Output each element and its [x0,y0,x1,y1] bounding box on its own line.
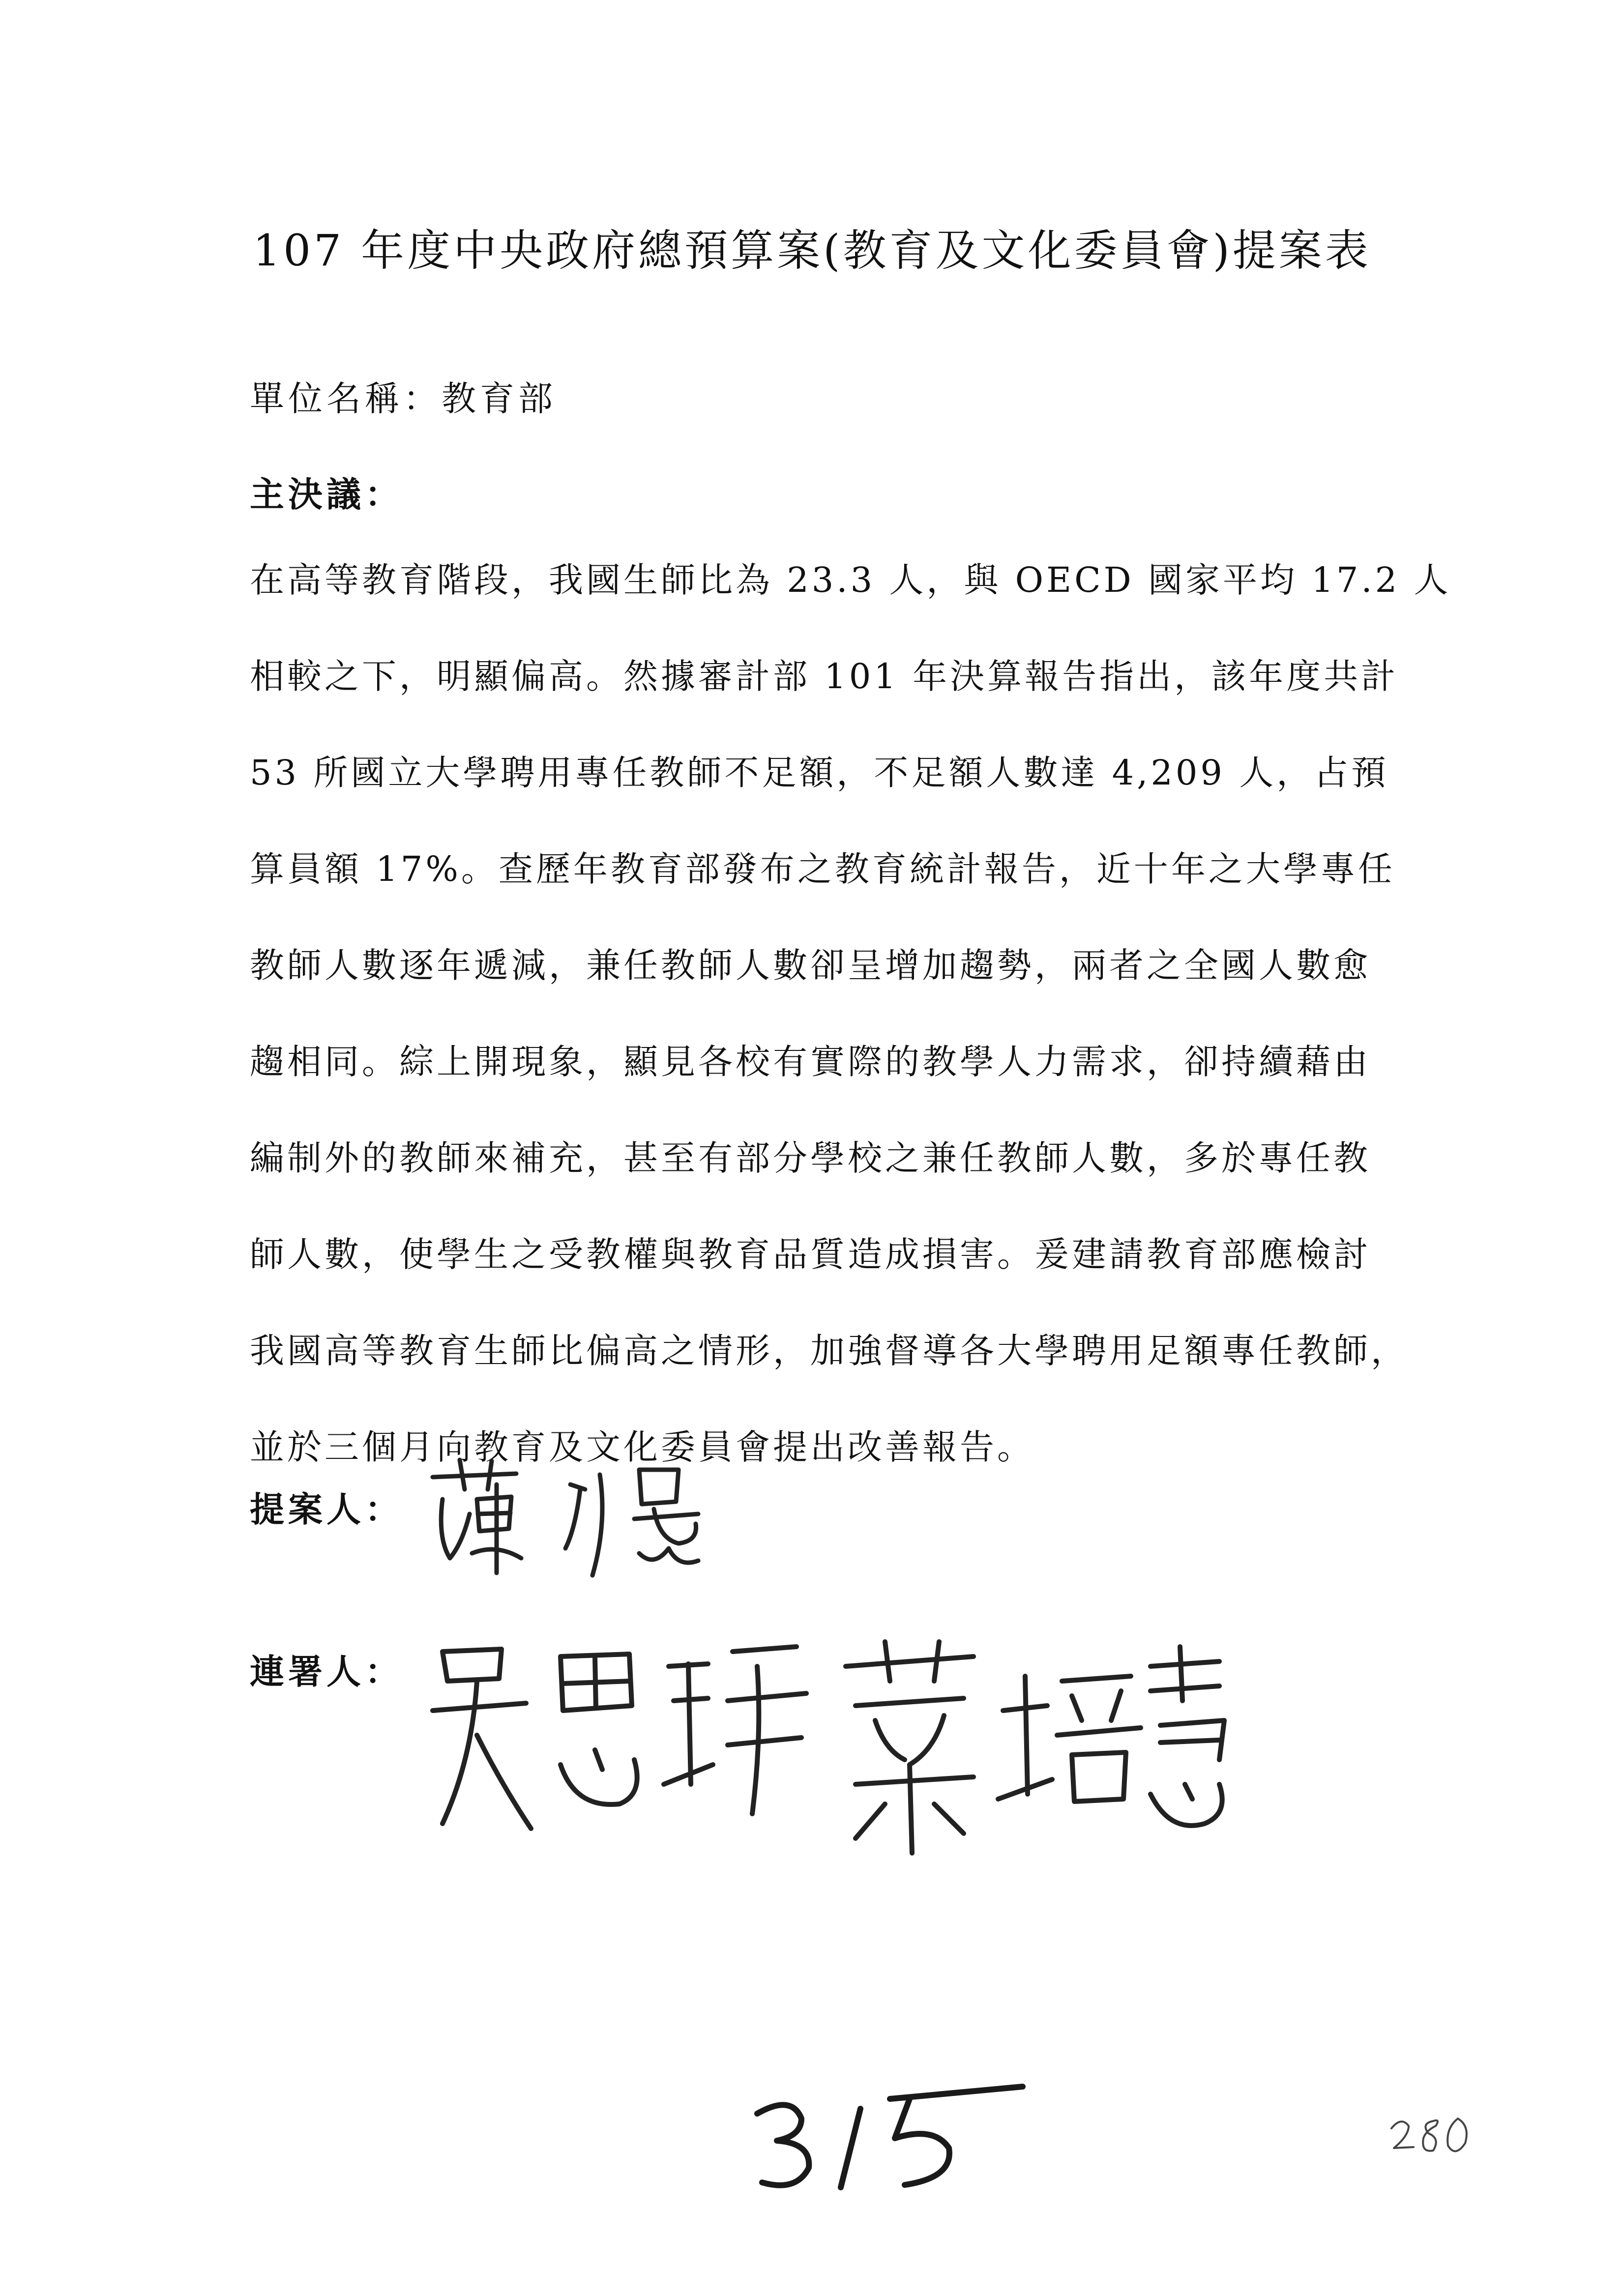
body-line: 相較之下，明顯偏高。然據審計部 101 年決算報告指出，該年度共計 [250,656,1399,697]
body-line: 編制外的教師來補充，甚至有部分學校之兼任教師人數，多於專任教 [250,1138,1371,1178]
body-line: 並於三個月向教育及文化委員會提出改善報告。 [250,1427,1034,1467]
proposer-label: 提案人： [250,1489,403,1530]
body-line: 53 所國立大學聘用專任教師不足額，不足額人數達 4,209 人，占預 [250,753,1389,793]
cosigner-label: 連署人： [250,1651,403,1692]
unit-name-line: 單位名稱：教育部 [250,378,557,419]
body-line: 師人數，使學生之受教權與教育品質造成損害。爰建請教育部應檢討 [250,1234,1371,1275]
resolution-body [250,560,1451,1524]
resolution-heading: 主決議： [250,474,403,515]
body-line: 趨相同。綜上開現象，顯見各校有實際的教學人力需求，卻持續藉由 [250,1042,1371,1082]
body-line: 在高等教育階段，我國生師比為 23.3 人，與 OECD 國家平均 17.2 人 [250,560,1451,600]
small-page-number [1387,2109,1485,2163]
body-line: 教師人數逐年遞減，兼任教師人數卻呈增加趨勢，兩者之全國人數愈 [250,945,1371,986]
cosigner-signatures [413,1637,1249,1868]
body-line: 算員額 17%。查歷年教育部發布之教育統計報告，近十年之大學專任 [250,849,1395,889]
body-line: 我國高等教育生師比偏高之情形，加強督導各大學聘用足額專任教師， [250,1331,1408,1371]
handwritten-page-number [728,2079,1033,2197]
proposer-signature [423,1455,738,1583]
document-title: 107 年度中央政府總預算案(教育及文化委員會)提案表 [253,225,1371,276]
